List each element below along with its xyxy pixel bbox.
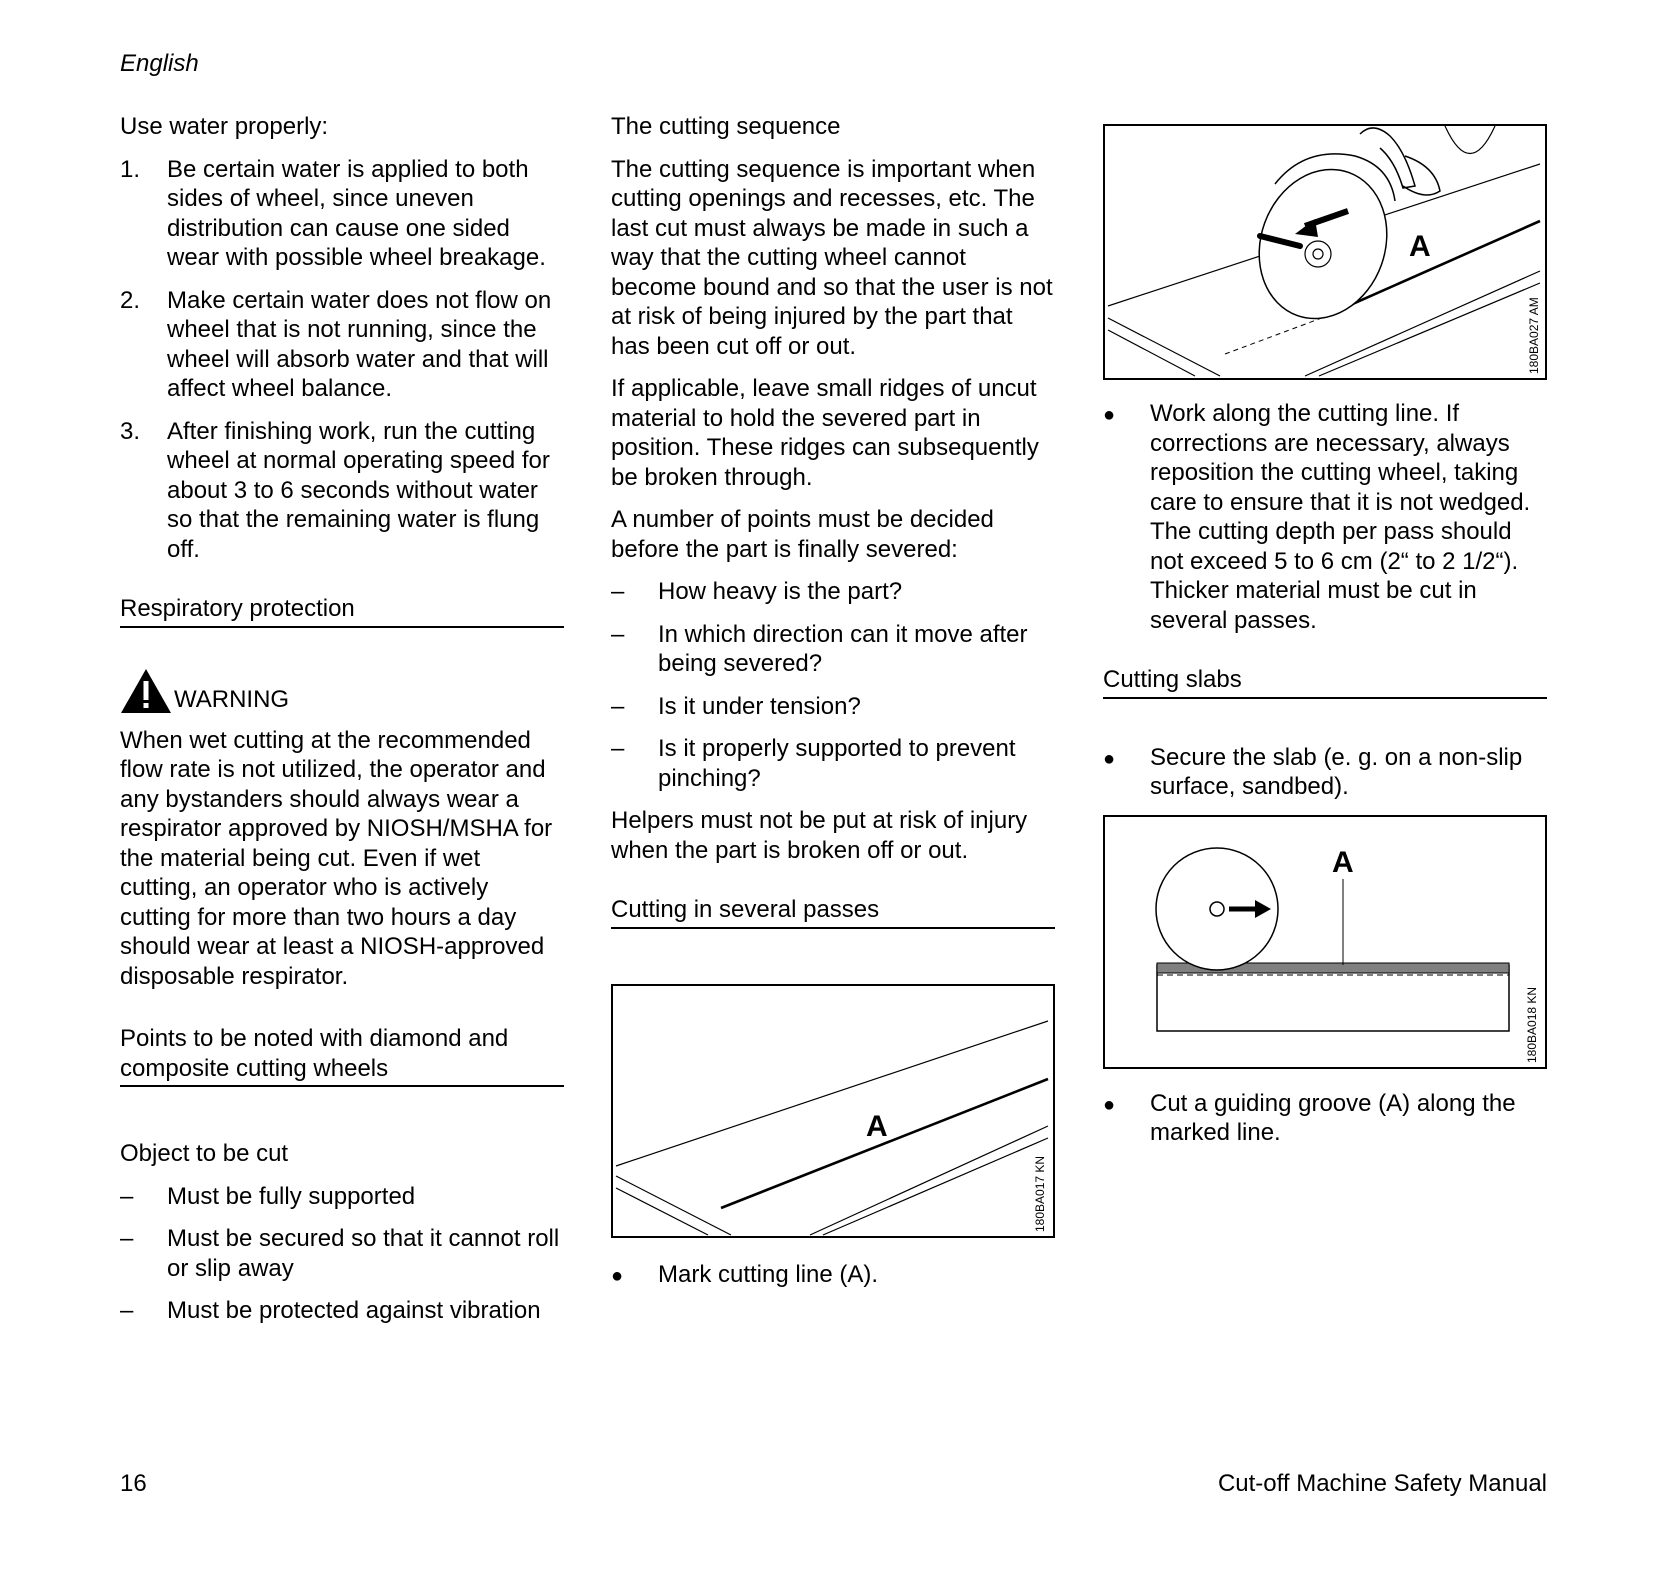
water-steps-list <box>120 155 564 565</box>
list-item <box>1103 1089 1547 1148</box>
helpers-paragraph: Helpers must not be put at risk of injury when the part is broken off or out. <box>611 807 1028 864</box>
list-item <box>611 734 1055 793</box>
questions-list <box>611 577 1055 793</box>
step-number: 1. <box>120 155 141 183</box>
item-text: In which direction can it move after being severed? <box>658 620 1028 677</box>
step-number: 3. <box>120 417 141 445</box>
figure-code: 180BA017 KN <box>1033 1155 1047 1232</box>
language-label: English <box>120 50 199 77</box>
figure-slab <box>1103 815 1547 1069</box>
list-item <box>1103 743 1547 802</box>
column-middle <box>611 112 1055 1302</box>
slab-list <box>1103 743 1547 802</box>
figure-callout-a: A <box>1332 845 1354 879</box>
step-text-pre: After finishing work, run the cutting wheel at normal operating speed for about 3 to 6 seconds <box>167 417 550 504</box>
figure-saw-drawing <box>1105 126 1545 378</box>
bullet-marker: ● <box>1103 747 1116 770</box>
item-text: Work along the cutting line. If corrections are necessary, always reposition the cutting wheel, taking care to ensure that it is not wedged. The cutting depth per pass should not exceed 5 to 6 cm (2“ to 2 1/2“). Thicker material must be cut in several passes. <box>1150 400 1531 634</box>
step-text-post: water so that the remaining water is flung off. <box>167 476 540 563</box>
step-number: 2. <box>120 286 141 314</box>
sequence-paragraph-1: The cutting sequence is important when cutting openings and recesses, etc. The last cut must always be made in such a way that the cutting wheel cannot become bound and so that the user is not at risk of being injured by the part that has been cut off or out. <box>611 155 1053 360</box>
dash-marker: – <box>611 692 625 720</box>
figure-callout-a: A <box>866 1109 888 1143</box>
figure-marking-line <box>611 984 1055 1238</box>
warning-triangle-icon <box>120 668 172 714</box>
figure-code: 180BA018 KN <box>1525 986 1539 1063</box>
list-item <box>611 577 1055 607</box>
groove-list <box>1103 1089 1547 1148</box>
column-right <box>1103 112 1547 1161</box>
dash-marker: – <box>120 1225 134 1252</box>
step-text-emphasis: without <box>396 476 473 504</box>
list-item <box>611 692 1055 722</box>
dash-marker: – <box>120 1297 134 1324</box>
item-text: Is it properly supported to prevent pinching? <box>658 735 1016 792</box>
sequence-paragraph-3: A number of points must be decided before the part is finally severed: <box>611 506 994 563</box>
figure-slab-drawing <box>1105 817 1545 1067</box>
object-list <box>120 1182 564 1326</box>
list-item <box>120 1296 564 1326</box>
list-item <box>120 1182 564 1212</box>
list-item <box>120 1224 564 1283</box>
step-text: Make certain water does not flow on wheel that is not running, since the wheel will absorb water and that will affect wheel balance. <box>167 286 552 402</box>
list-item <box>120 286 564 404</box>
item-text: Mark cutting line (A). <box>658 1260 879 1288</box>
dash-marker: – <box>611 735 625 762</box>
dash-marker: – <box>611 620 625 648</box>
figure-work-along-line <box>1103 124 1547 380</box>
item-text: Must be protected against vibration <box>167 1297 541 1324</box>
object-heading: Object to be cut <box>120 1140 289 1167</box>
item-text: Secure the slab (e. g. on a non-slip surface, sandbed). <box>1150 743 1523 800</box>
mark-list <box>611 1260 1055 1290</box>
passes-heading: Cutting in several passes <box>611 895 1055 929</box>
item-text: Is it under tension? <box>658 692 861 720</box>
work-list <box>1103 399 1547 635</box>
item-text: How heavy is the part? <box>658 578 903 605</box>
manual-title: Cut-off Machine Safety Manual <box>1217 1470 1547 1497</box>
figure-marking-line-drawing <box>613 986 1053 1236</box>
list-item <box>120 155 564 273</box>
item-text: Must be fully supported <box>167 1182 416 1210</box>
list-item <box>611 1260 1055 1290</box>
bullet-marker: ● <box>611 1264 624 1287</box>
dash-marker: – <box>611 578 625 605</box>
warning-label: WARNING <box>174 685 290 713</box>
list-item <box>120 417 564 565</box>
bullet-marker: ● <box>1103 1093 1116 1116</box>
figure-code: 180BA027 AM <box>1527 297 1541 374</box>
page-number: 16 <box>120 1470 147 1497</box>
bullet-marker: ● <box>1103 404 1116 426</box>
respiratory-heading: Respiratory protection <box>120 594 564 628</box>
column-left <box>120 112 564 1339</box>
water-intro: Use water properly: <box>120 113 329 140</box>
points-heading: Points to be noted with diamond and composite cutting wheels <box>120 1024 564 1087</box>
step-text: Be certain water is applied to both sides of wheel, since uneven distribution can cause one sided wear with possible wheel breakage. <box>167 155 546 271</box>
item-text: Cut a guiding groove (A) along the marked line. <box>1150 1089 1516 1146</box>
dash-marker: – <box>120 1182 134 1210</box>
figure-callout-a: A <box>1409 230 1431 263</box>
sequence-heading: The cutting sequence <box>611 113 841 140</box>
sequence-paragraph-2: If applicable, leave small ridges of uncut material to hold the severed part in position. These ridges can subsequently be broken through. <box>611 375 1039 491</box>
slabs-heading: Cutting slabs <box>1103 665 1547 699</box>
warning-block <box>120 668 564 714</box>
item-text: Must be secured so that it cannot roll or slip away <box>167 1225 560 1282</box>
warning-text: When wet cutting at the recommended flow rate is not utilized, the operator and any bystanders should always wear a respirator approved by NIOSH/MSHA for the material being cut. Even if wet cutting, an operator who is actively cutting for more than two hours a day should wear at least a NIOSH-approved disposable respirator. <box>120 726 553 990</box>
list-item <box>1103 399 1547 635</box>
list-item <box>611 620 1055 679</box>
